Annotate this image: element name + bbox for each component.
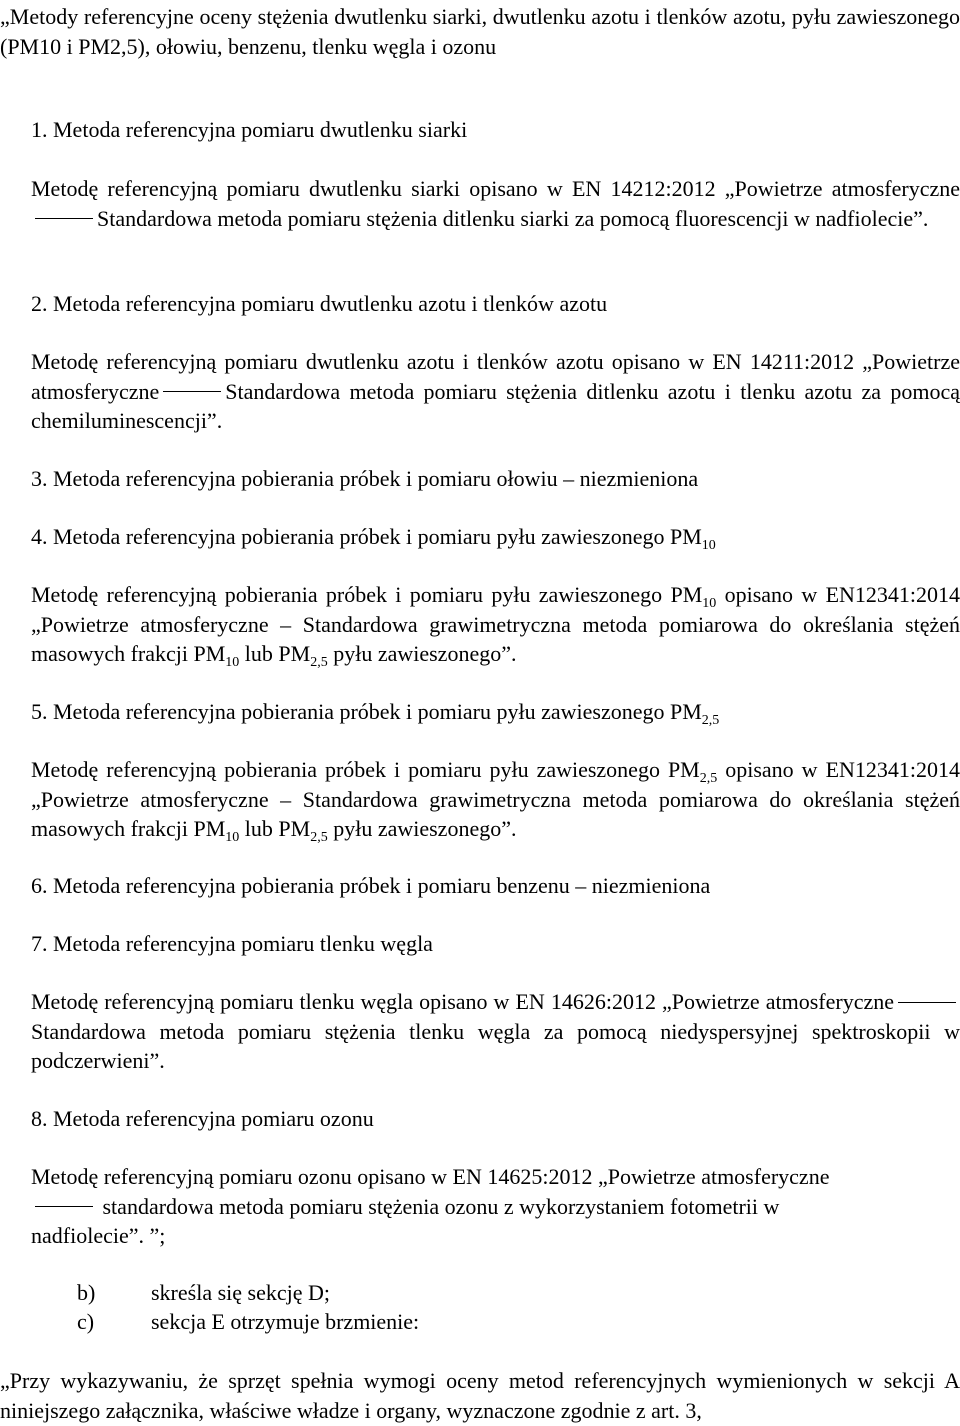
- section-5-heading: 5. Metoda referencyjna pobierania próbek i pomiaru pyłu zawieszonego $PM_{2,5}$: [31, 699, 720, 728]
- section-4-paragraph: Metodę referencyjną pobierania próbek i pomiaru pyłu zawieszonego $PM_{10}$ opisano w EN12341:2014 „Powietrze atmosferyczne – Standardowa grawimetryczna metoda pomiarowa do określania stężeń masowych frakcji $PM_{10}$ lub $PM_{2,5}$ pyłu zawieszonego”.: [31, 582, 960, 670]
- em-dash: [35, 1206, 93, 1207]
- section-5-paragraph: Metodę referencyjną pobierania próbek i pomiaru pyłu zawieszonego $PM_{2,5}$ opisano w EN12341:2014 „Powietrze atmosferyczne – Standardowa grawimetryczna metoda pomiarowa do określania stężeń masowych frakcji $PM_{10}$ lub $PM_{2,5}$ pyłu zawieszonego”.: [31, 757, 960, 845]
- section-7-heading: 7. Metoda referencyjna pomiaru tlenku węgla: [31, 931, 433, 956]
- section-6-heading: 6. Metoda referencyjna pobierania próbek i pomiaru benzenu – niezmieniona: [31, 873, 711, 898]
- section-2-paragraph: Metodę referencyjną pomiaru dwutlenku azotu i tlenków azotu opisano w EN 14211:2012 „Powietrze atmosferyczne Standardowa metoda pomiaru stężenia ditlenku azotu i tlenku azotu za pomocą chemiluminescencji”.: [31, 349, 960, 433]
- section-2-heading: 2. Metoda referencyjna pomiaru dwutlenku azotu i tlenków azotu: [31, 291, 608, 316]
- section-8-heading: 8. Metoda referencyjna pomiaru ozonu: [31, 1106, 374, 1131]
- intro-paragraph: „Metody referencyjne oceny stężenia dwutlenku siarki, dwutlenku azotu i tlenków azotu, pyłu zawieszonego (PM10 i PM2,5), ołowiu, benzenu, tlenku węgla i ozonu: [0, 4, 960, 59]
- em-dash: [163, 391, 221, 392]
- section-7-paragraph: Metodę referencyjną pomiaru tlenku węgla opisano w EN 14626:2012 „Powietrze atmosferyczneStandardowa metoda pomiaru stężenia tlenku węgla za pomocą niedyspersyjnej spektroskopii w podczerwieni”.: [31, 989, 960, 1073]
- list-item: c) sekcja E otrzymuje brzmienie:: [77, 1309, 420, 1334]
- section-8-paragraph: Metodę referencyjną pomiaru ozonu opisano w EN 14625:2012 „Powietrze atmosferyczne standardowa metoda pomiaru stężenia ozonu z wykorzystaniem fotometrii w nadfiolecie”. ”;: [31, 1164, 830, 1248]
- list-item: b) skreśla się sekcję D;: [77, 1280, 330, 1305]
- section-4-heading: 4. Metoda referencyjna pobierania próbek i pomiaru pyłu zawieszonego $PM_{10}$: [31, 524, 716, 553]
- section-1-heading: 1. Metoda referencyjna pomiaru dwutlenku siarki: [31, 117, 468, 142]
- section-3-heading: 3. Metoda referencyjna pobierania próbek i pomiaru ołowiu – niezmieniona: [31, 466, 699, 491]
- em-dash: [898, 1002, 956, 1003]
- em-dash: [35, 218, 93, 219]
- closing-paragraph: „Przy wykazywaniu, że sprzęt spełnia wymogi oceny metod referencyjnych wymienionych w sekcji A niniejszego załącznika, właściwe władze i organy, wyznaczone zgodnie z art. 3,: [0, 1368, 960, 1423]
- section-1-paragraph: Metodę referencyjną pomiaru dwutlenku siarki opisano w EN 14212:2012 „Powietrze atmosferyczneStandardowa metoda pomiaru stężenia ditlenku siarki za pomocą fluorescencji w nadfiolecie”.: [31, 176, 960, 231]
